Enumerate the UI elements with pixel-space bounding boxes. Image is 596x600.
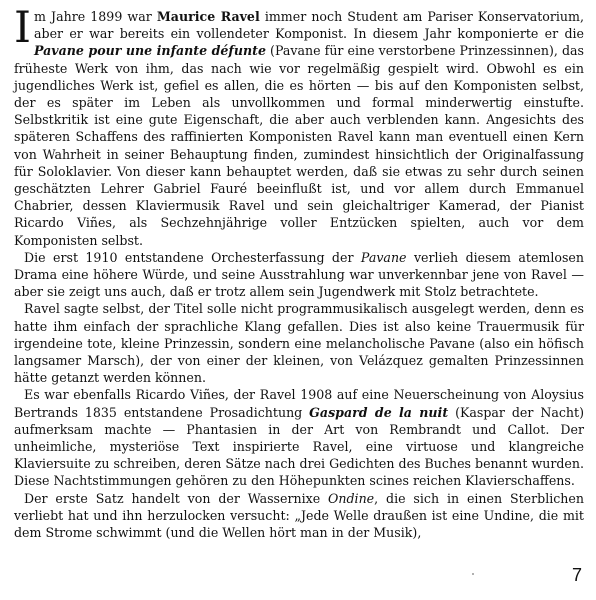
paragraph-2 bbox=[14, 249, 584, 301]
page-number: 7 bbox=[571, 565, 582, 585]
text-run: (Pavane für eine verstorbene Prinzessinnen), das früheste Werk von ihm, das nach wie vor regelmäßig gespielt wird. Obwohl es ein jugendliches Werk ist, gefiel es allen, die es hörten — bis auf den Komponisten selbst, der es später im Leben als unvollkommen und formal minderwertig einstufte. Selbstkritik ist eine gute Eigenschaft, die aber auch verblenden kann. Angesichts des späteren Schaffens des raffinierten Komponisten Ravel kann man eventuell einen Kern von Wahrheit in seiner Behauptung finden, zumindest hinsichtlich der Originalfassung für Soloklavier. Von dieser kann behauptet werden, daß sie etwas zu sehr durch seinen geschätzten Lehrer Gabriel Fauré beeinflußt ist, und vor allem durch Emmanuel Chabrier, dessen Klaviermusik Ravel und sein gleichaltriger Kamerad, der Pianist Ricardo Viñes, als Sechzehnjährige voller Entzücken spielten, auch vor dem Komponisten selbst. bbox=[14, 43, 584, 248]
composer-name: Maurice Ravel bbox=[156, 9, 260, 24]
movement-title: Ondine bbox=[328, 490, 375, 506]
work-title: Pavane bbox=[360, 249, 407, 265]
text-run: Der erste Satz handelt von der Wassernixe bbox=[24, 490, 329, 506]
paragraph-5 bbox=[14, 490, 584, 542]
text-run: (Kaspar der Nacht) aufmerksam machte — Phantasien in der Art von Rembrandt und Callot. Der unheimliche, mysteriöse Text inspirierte Ravel, eine virtuose und klangreiche Klaviersuite zu schreiben, deren Sätze nach drei Gedichten des Buches benannt wurden. Diese Nachtstimmungen gehören zu den Höhepunkten scines reichen Klavierschaffens. bbox=[14, 404, 584, 489]
text-run: Es war ebenfalls Ricardo Viñes, der Ravel 1908 auf eine Neuerscheinung von Aloysius Bertrands 1835 entstandene Prosadichtung bbox=[14, 387, 584, 420]
text-run: m Jahre 1899 war bbox=[34, 9, 157, 24]
scan-speck bbox=[472, 573, 474, 575]
paragraph-1 bbox=[14, 3, 584, 249]
paragraph-4 bbox=[14, 386, 584, 489]
work-title: Gaspard de la nuit bbox=[309, 404, 449, 420]
text-run: , die sich in einen Sterblichen verliebt hat und ihn herzulocken versucht: „Jede Welle draußen ist eine Undine, die mit dem Strome schwimmt (und die Wellen hört man in der Musik), bbox=[14, 490, 584, 541]
text-run: Die erst 1910 entstandene Orchesterfassung der bbox=[24, 249, 361, 265]
drop-cap: I bbox=[14, 3, 31, 53]
work-title: Pavane pour une infante défunte bbox=[34, 43, 266, 59]
text-run: immer noch Student am Pariser Konservatorium, aber er war bereits ein vollendeter Komponist. In diesem Jahr komponierte er die bbox=[34, 9, 584, 42]
text-run: Ravel sagte selbst, der Titel solle nicht programmusikalisch ausgelegt werden, denn es hatte ihm einfach der sprachliche Klang gefallen. Dies ist also keine Trauermusik für irgendeine tote, kleine Prinzessin, sondern eine melancholische Pavane (also ein höfisch langsamer Marsch), der von einer der kleinen, von Velázquez gemalten Prinzessinnen hätte getanzt werden können. bbox=[14, 301, 584, 386]
paragraph-3 bbox=[14, 300, 584, 386]
text-run: verlieh diesem atemlosen Drama eine höhere Würde, und seine Ausstrahlung war unverkennbar jene von Ravel — aber sie zeigt uns auch, daß er trotz allem sein Jugendwerk mit Stolz betrachtete. bbox=[14, 249, 584, 300]
article-body bbox=[14, 3, 584, 541]
